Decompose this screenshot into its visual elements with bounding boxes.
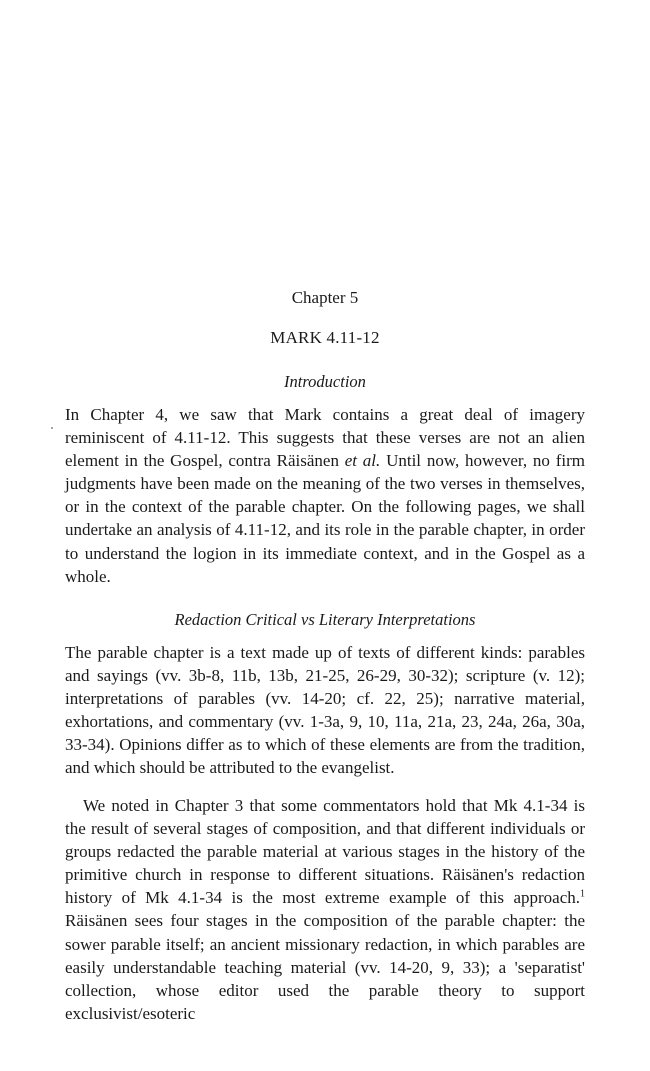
chapter-label: Chapter 5 [291, 288, 359, 307]
intro-text-1: In Chapter 4, we saw that Mark contains a great deal of imagery reminiscent of 4.11-12. This suggests that these verses are not an alien element in the Gospel, contra Räisänen [65, 405, 585, 471]
body-paragraph-2 [65, 794, 585, 1025]
subheading-part1: Redaction Critical [174, 610, 301, 629]
scan-speck [51, 427, 53, 429]
book-page [65, 0, 585, 1071]
introduction-heading: Introduction [284, 372, 366, 391]
body-paragraph-2-text-a: We noted in Chapter 3 that some commentators hold that Mk 4.1-34 is the result of several stages of composition, and that different individuals or groups redacted the parable material at various stages in the history of the primitive church in response to different situations. Räisänen's redaction history of Mk 4.1-34 is the most extreme example of this approach. [65, 796, 585, 908]
chapter-title: MARK 4.11-12 [270, 328, 380, 347]
introduction-paragraph [65, 403, 585, 588]
intro-et-al: et al. [344, 451, 381, 471]
footnote-reference: 1 [580, 888, 585, 900]
body-paragraph-1: The parable chapter is a text made up of texts of different kinds: parables and sayings (vv. 3b-8, 11b, 13b, 21-25, 26-29, 30-32); scripture (v. 12); interpretations of parables (vv. 14-20; cf. 22, 25); narrative material, exhortations, and commentary (vv. 1-3a, 9, 10, 11a, 21a, 23, 24a, 26a, 30a, 33-34). Opinions differ as to which of these elements are from the tradition, and which should be attributed to the evangelist. [65, 643, 585, 778]
body-paragraph-2-text-b: Räisänen sees four stages in the composition of the parable chapter: the sower parable itself; an ancient missionary redaction, in which parables are easily understandable teaching material (vv. 14-20, 9, 33); a 'separatist' collection, whose editor used the parable theory to support exclusivist/esoteric [65, 911, 585, 1023]
section-subheading [65, 610, 585, 630]
subheading-part2: Literary Interpretations [314, 610, 476, 629]
subheading-vs: vs [301, 610, 315, 629]
intro-text-2: Until now, however, no firm judgments have been made on the meaning of the two verses in themselves, or in the context of the parable chapter. On the following pages, we shall undertake an analysis of 4.11-12, and its role in the parable chapter, in order to understand the logion in its immediate context, and in the Gospel as a whole. [65, 451, 585, 586]
